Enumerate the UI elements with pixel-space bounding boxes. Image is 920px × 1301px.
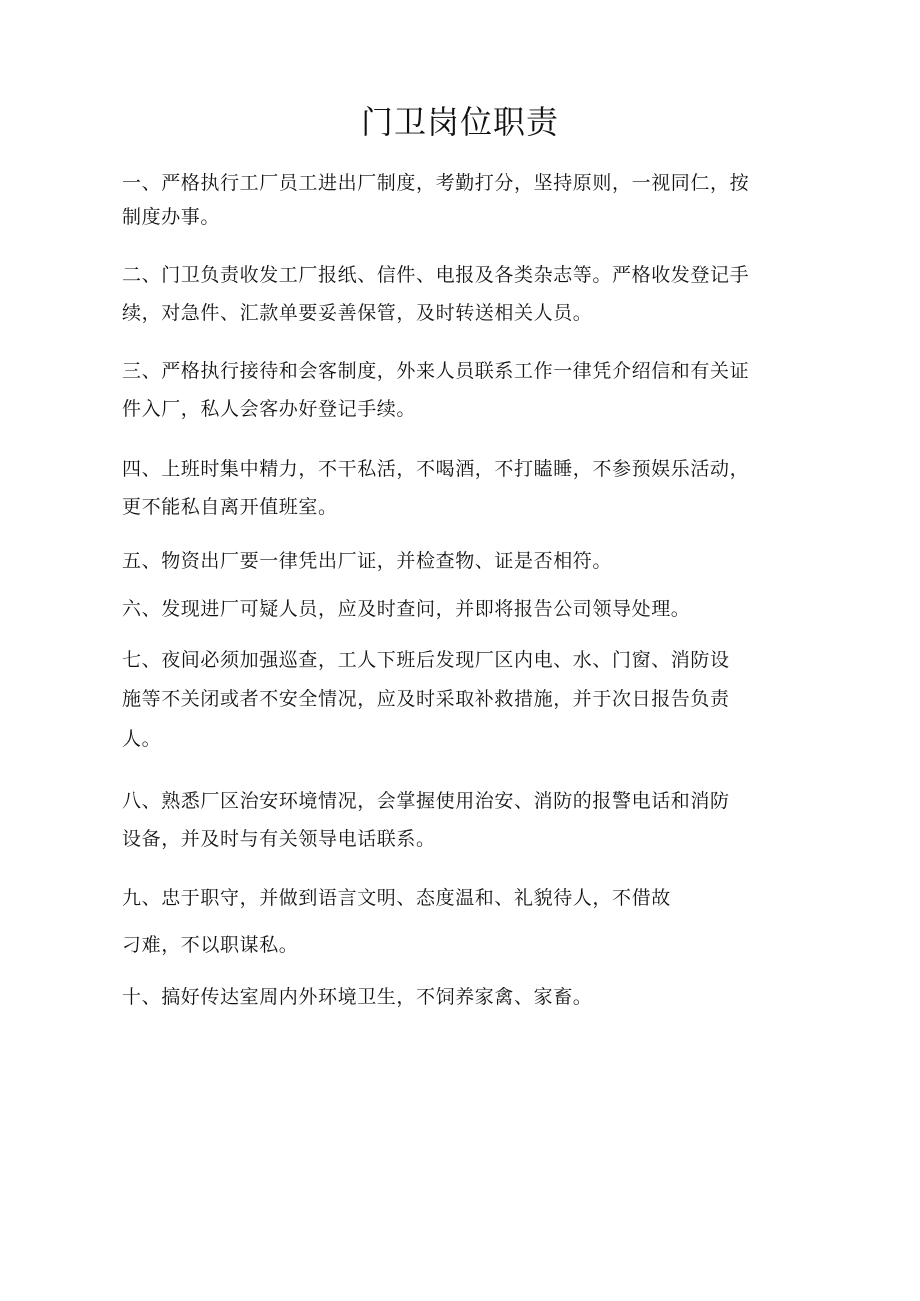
- duty-9-line-1: 九、忠于职守，并做到语言文明、态度温和、礼貌待人，不借故: [122, 887, 671, 909]
- duty-8-line-1: 八、熟悉厂区治安环境情况，会掌握使用治安、消防的报警电话和消防: [122, 790, 730, 812]
- duty-1-line-1: 一、严格执行工厂员工进出厂制度，考勤打分，坚持原则，一视同仁，按: [122, 172, 750, 194]
- duty-5-line-1: 五、物资出厂要一律凭出厂证，并检查物、证是否相符。: [122, 550, 613, 572]
- duty-1-line-2: 制度办事。: [122, 206, 221, 228]
- duty-9-line-2: 刁难，不以职谋私。: [122, 934, 299, 956]
- duty-4-line-2: 更不能私自离开值班室。: [122, 496, 338, 518]
- duty-7-line-2: 施等不关闭或者不安全情况，应及时采取补救措施，并于次日报告负责: [122, 688, 730, 710]
- duty-7-line-1: 七、夜间必须加强巡查，工人下班后发现厂区内电、水、门窗、消防设: [122, 649, 730, 671]
- duty-2-line-1: 二、门卫负责收发工厂报纸、信件、电报及各类杂志等。严格收发登记手: [122, 264, 750, 286]
- duty-7-line-3: 人。: [122, 728, 162, 750]
- duty-3-line-1: 三、严格执行接待和会客制度，外来人员联系工作一律凭介绍信和有关证: [122, 360, 750, 382]
- duty-3-line-2: 件入厂，私人会客办好登记手续。: [122, 398, 417, 420]
- duty-2-line-2: 续，对急件、汇款单要妥善保管，及时转送相关人员。: [122, 302, 593, 324]
- page-title: 门卫岗位职责: [360, 103, 559, 141]
- duty-4-line-1: 四、上班时集中精力，不干私活，不喝酒，不打瞌睡，不参预娱乐活动，: [122, 458, 750, 480]
- duty-6-line-1: 六、发现进厂可疑人员，应及时查问，并即将报告公司领导处理。: [122, 598, 691, 620]
- duty-10-line-1: 十、搞好传达室周内外环境卫生，不饲养家禽、家畜。: [122, 986, 593, 1008]
- duty-8-line-2: 设备，并及时与有关领导电话联系。: [122, 828, 436, 850]
